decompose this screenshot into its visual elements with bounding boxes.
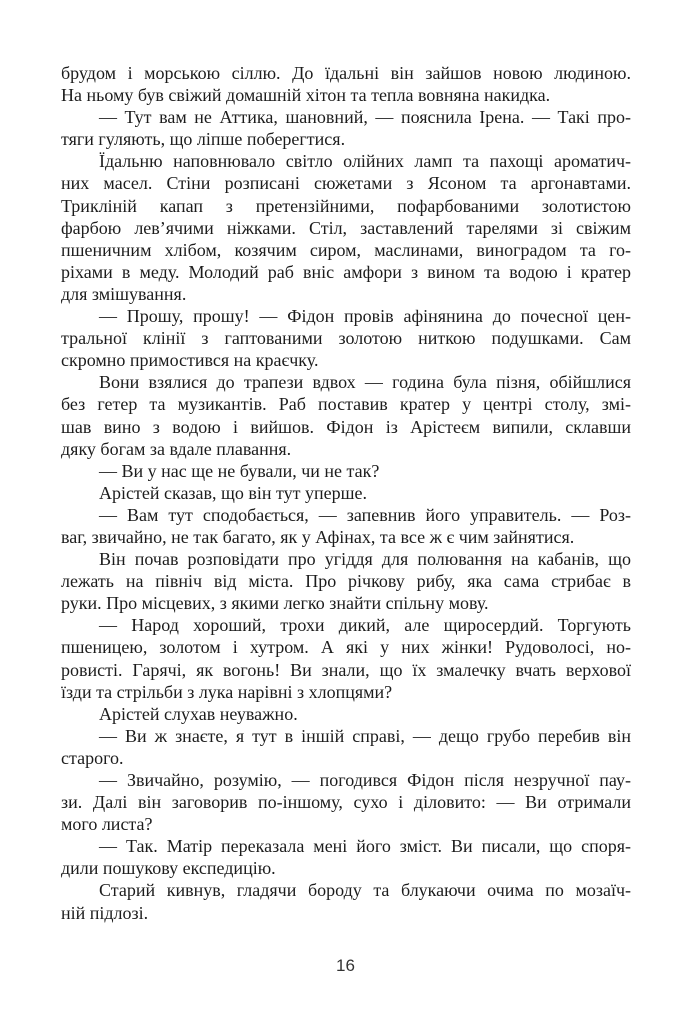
- text-line: — Ви у нас ще не бували, чи не так?: [99, 460, 380, 481]
- text-line: Він почав розповідати про угіддя для полювання на кабанів, що: [99, 549, 631, 570]
- text-line: На ньому був свіжий домашній хітон та тепла вовняна накидка.: [61, 85, 551, 106]
- text-line: шав вино з водою і вийшов. Фідон із Арістеєм випили, склавши: [61, 416, 631, 437]
- text-line: дили пошукову експедицію.: [61, 858, 276, 879]
- text-line: — Так. Матір переказала мені його зміст. Ви писали, що споря-: [99, 836, 631, 857]
- paragraph: [61, 703, 631, 725]
- text-line: скромно примостився на краєчку.: [61, 350, 319, 371]
- paragraph: [61, 460, 631, 482]
- paragraph: [61, 879, 631, 923]
- text-line: — Народ хороший, трохи дикий, але щиросердий. Торгують: [99, 615, 631, 636]
- paragraph: [61, 504, 631, 548]
- paragraph: [61, 371, 631, 459]
- text-line: Арістей сказав, що він тут уперше.: [99, 482, 367, 503]
- paragraph: [61, 106, 631, 150]
- paragraph: [61, 614, 631, 702]
- text-line: зи. Далі він заговорив по-іншому, сухо і діловито: — Ви отримали: [61, 792, 631, 813]
- text-line: — Ви ж знаєте, я тут в іншій справі, — дещо грубо перебив він: [99, 725, 631, 746]
- text-line: Старий кивнув, гладячи бороду та блукаючи очима по мозаїч-: [99, 880, 631, 901]
- text-line: лежать на північ від міста. Про річкову рибу, яка сама стрибає в: [61, 571, 631, 592]
- text-line: ріхами в меду. Молодий раб вніс амфори з вином та водою і кратер: [61, 261, 631, 282]
- text-line: них масел. Стіни розписані сюжетами з Ясоном та аргонавтами.: [61, 173, 631, 194]
- text-line: мого листа?: [61, 814, 153, 835]
- text-line: тральної клінії з гаптованими золотою ниткою подушками. Сам: [61, 328, 631, 349]
- text-line: старого.: [61, 747, 124, 768]
- text-line: тяги гуляють, що ліпше поберегтися.: [61, 129, 346, 150]
- paragraph: [61, 62, 631, 106]
- text-line: руки. Про місцевих, з якими легко знайти спільну мову.: [61, 593, 489, 614]
- text-line: брудом і морською сіллю. До їдальні він зайшов новою людиною.: [61, 63, 631, 83]
- text-line: дяку богам за вдале плавання.: [61, 438, 292, 459]
- text-line: фарбою лев’ячими ніжками. Стіл, заставлений тарелями зі свіжим: [61, 217, 631, 238]
- paragraph: [61, 548, 631, 614]
- paragraph: [61, 150, 631, 305]
- page-number: 16: [336, 956, 355, 975]
- text-line: Трикліній капап з претензійними, пофарбованими золотистою: [61, 195, 631, 216]
- text-line: — Звичайно, розумію, — погодився Фідон після незручної пау-: [99, 770, 631, 790]
- paragraph: [61, 835, 631, 879]
- paragraph: [61, 305, 631, 371]
- paragraph: [61, 482, 631, 504]
- text-line: їзди та стрільби з лука нарівні з хлопцями?: [61, 681, 393, 702]
- text-line: — Прошу, прошу! — Фідон провів афінянина до почесної цен-: [99, 306, 631, 327]
- text-line: — Вам тут сподобається, — запевнив його управитель. — Роз-: [99, 504, 631, 525]
- text-line: Їдальню наповнювало світло олійних ламп та пахощі ароматич-: [99, 151, 631, 172]
- text-line: пшеницею, золотом і хутром. А які у них жінки! Рудоволосі, но-: [61, 637, 631, 658]
- text-line: — Тут вам не Аттика, шановний, — пояснила Ірена. — Такі про-: [99, 107, 631, 128]
- text-line: для змішування.: [61, 283, 187, 304]
- text-line: пшеничним хлібом, козячим сиром, маслинами, виноградом та го-: [61, 239, 631, 260]
- text-line: Вони взялися до трапези вдвох — година була пізня, обійшлися: [99, 372, 631, 393]
- text-line: Арістей слухав неуважно.: [99, 703, 298, 724]
- text-line: ваг, звичайно, не так багато, як у Афінах, та все ж є чим зайнятися.: [61, 526, 575, 547]
- text-line: без гетер та музикантів. Раб поставив кратер у центрі столу, змі-: [61, 394, 631, 415]
- text-line: ній підлозі.: [61, 902, 149, 923]
- paragraph: [61, 769, 631, 835]
- text-line: ровисті. Гарячі, як вогонь! Ви знали, що їх змалечку вчать верхової: [61, 659, 631, 680]
- paragraph: [61, 725, 631, 769]
- page-text: [61, 62, 631, 924]
